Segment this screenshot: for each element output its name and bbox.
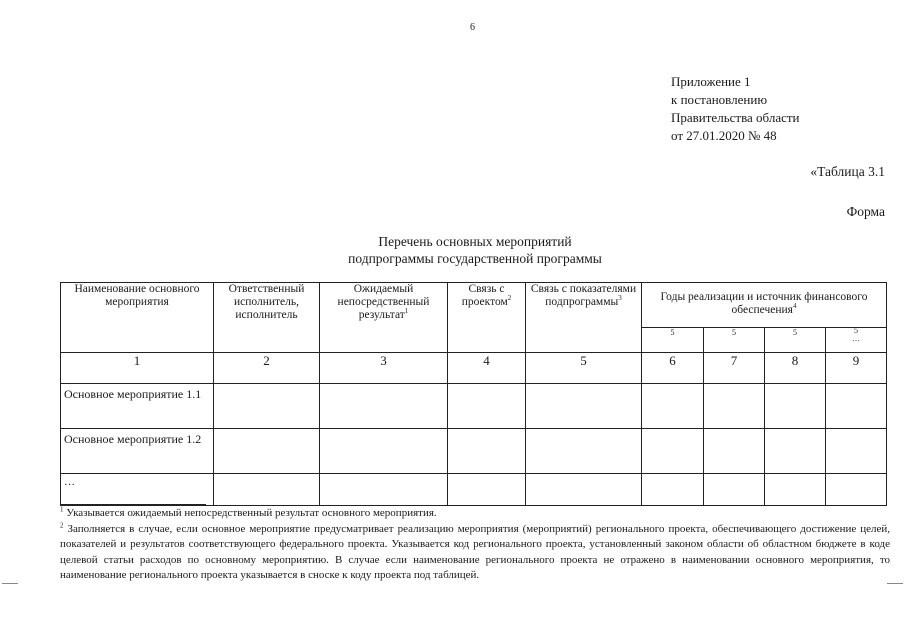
empty-cell (214, 384, 320, 429)
year-subheader: 5 (765, 328, 826, 353)
form-label: Форма (846, 204, 885, 219)
header-years-funding: Годы реализации и источник финансового обеспечения$^4$ (642, 283, 887, 328)
appendix-line: от 27.01.2020 № 48 (671, 128, 777, 143)
footnote-mark: 1 (60, 505, 64, 514)
footnotes-block (60, 506, 890, 584)
empty-cell (826, 474, 887, 506)
header-expected-result: Ожидаемый непосредственный результат$^1$ (320, 283, 448, 353)
empty-cell (526, 474, 642, 506)
empty-cell (642, 384, 704, 429)
table-row (61, 429, 887, 474)
column-number: 1 (61, 353, 214, 384)
header-name: Наименование основного мероприятия (61, 283, 214, 353)
column-number: 3 (320, 353, 448, 384)
measure-name-cell: … (61, 474, 214, 506)
empty-cell (765, 474, 826, 506)
column-number: 7 (704, 353, 765, 384)
appendix-line: Правительства области (671, 110, 800, 125)
footnote-text: Заполняется в случае, если основное мероприятие предусматривает реализацию мероприятия (мероприятий) регионального проекта, обеспечивающего достижение целей, показателей и результатов соответствующего федерального проекта. Указывается код регионального проекта, установленный законом области об областном бюджете в коде целевой статьи расходов по основному мероприятию. В случае если наименование регионального проекта не отражено в наименовании основного мероприятия, то наименование регионального проекта указывается в сноске к коду проекта под таблицей. (60, 522, 890, 581)
table-reference: «Таблица 3.1 (810, 164, 885, 179)
footnote (60, 506, 890, 522)
document-title (240, 233, 710, 267)
measures-table (60, 282, 887, 506)
empty-cell (214, 429, 320, 474)
footnote-ref: 4 (792, 302, 797, 311)
year-subheader: 5 … (826, 328, 887, 353)
column-number: 6 (642, 353, 704, 384)
empty-cell (448, 474, 526, 506)
empty-cell (320, 384, 448, 429)
empty-cell (826, 384, 887, 429)
header-indicator-link: Связь с показателями подпрограммы$^3$ (526, 283, 642, 353)
empty-cell (526, 384, 642, 429)
footnote-ref: 1 (404, 307, 409, 316)
header-project-link: Связь с проектом$^2$ (448, 283, 526, 353)
column-number: 9 (826, 353, 887, 384)
empty-cell (704, 474, 765, 506)
empty-cell (704, 384, 765, 429)
column-number: 5 (526, 353, 642, 384)
scan-edge-mark (2, 583, 18, 584)
footnote-mark: 2 (60, 520, 64, 529)
table-row (61, 474, 887, 506)
column-number: 4 (448, 353, 526, 384)
empty-cell (642, 474, 704, 506)
measure-name-cell: Основное мероприятие 1.2 (61, 429, 214, 474)
title-line-2: подпрограммы государственной программы (348, 251, 602, 266)
footnote-divider (60, 504, 206, 505)
empty-cell (214, 474, 320, 506)
footnote-text: Указывается ожидаемый непосредственный результат основного мероприятия. (63, 507, 437, 519)
column-number: 8 (765, 353, 826, 384)
appendix-line: Приложение 1 (671, 74, 751, 89)
appendix-block (671, 73, 800, 145)
footnote-ref: 3 (618, 294, 622, 303)
empty-cell (320, 429, 448, 474)
empty-cell (320, 474, 448, 506)
empty-cell (765, 429, 826, 474)
empty-cell (704, 429, 765, 474)
empty-cell (765, 384, 826, 429)
page-number: 6 (470, 22, 475, 33)
year-subheader: 5 (642, 328, 704, 353)
column-number-row (61, 353, 887, 384)
empty-cell (642, 429, 704, 474)
footnote (60, 522, 890, 584)
appendix-line: к постановлению (671, 92, 768, 107)
empty-cell (448, 429, 526, 474)
title-line-1: Перечень основных мероприятий (378, 234, 572, 249)
table-row (61, 384, 887, 429)
empty-cell (526, 429, 642, 474)
measure-name-cell: Основное мероприятие 1.1 (61, 384, 214, 429)
header-executor: Ответственный исполнитель, исполнитель (214, 283, 320, 353)
empty-cell (448, 384, 526, 429)
scan-edge-mark (887, 583, 903, 584)
footnote-ref: 2 (507, 294, 512, 303)
column-number: 2 (214, 353, 320, 384)
empty-cell (826, 429, 887, 474)
year-subheader: 5 (704, 328, 765, 353)
